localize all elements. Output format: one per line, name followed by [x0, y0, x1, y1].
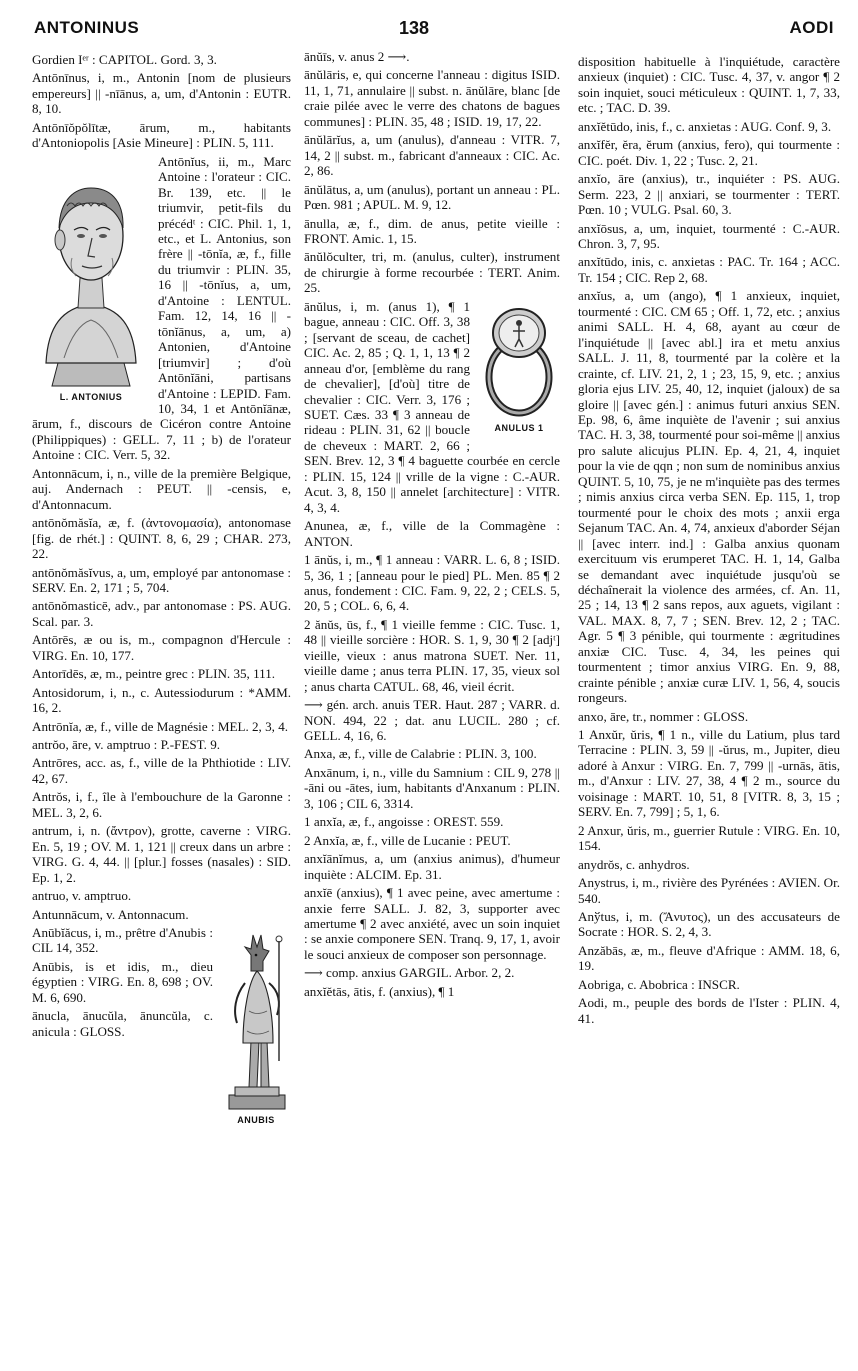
dictionary-entry: Antrōnĭa, æ, f., ville de Magnésie : MEL. 2, 3, 4. [32, 718, 289, 734]
dictionary-entry: anxĭĕtūdo, inis, f., c. anxietas : AUG. Conf. 9, 3. [578, 118, 832, 134]
dictionary-entry: antōnŏmasticē, adv., par antonomase : PS. AUG. Scal. par. 3. [32, 598, 291, 629]
dictionary-entry: Antrōres, acc. as, f., ville de la Phthiotide : LIV. 42, 67. [32, 755, 291, 786]
dictionary-entry: ānŭlātus, a, um (anulus), portant un anneau : PL. Pœn. 981 ; APUL. M. 9, 12. [304, 181, 560, 213]
dictionary-entry: 1 anxĭa, æ, f., angoisse : OREST. 559. [304, 814, 504, 830]
dictionary-entry: anydrŏs, c. anhydros. [578, 856, 690, 872]
dictionary-entry: Anўtus, i, m. (Ἄνυτος), un des accusateurs de Socrate : HOR. S. 2, 4, 3. [578, 909, 840, 940]
dictionary-entry: ānŭīs, v. anus 2 ⟶. [304, 49, 410, 64]
page-header [34, 18, 834, 42]
anubis-statue-figure [221, 911, 291, 1128]
dictionary-entry: 2 Anxur, ŭris, m., guerrier Rutule : VIRG. En. 10, 154. [578, 822, 840, 854]
dictionary-entry: ⟶ comp. anxius GARGIL. Arbor. 2, 2. [304, 965, 515, 981]
dictionary-entry: Antonnācum, i, n., ville de la première Belgique, auj. Andernach : PEUT. || -censis, e, d'Antonnacum. [32, 465, 291, 512]
dictionary-entry: anxĭĕtās, ātis, f. (anxius), ¶ 1 [304, 983, 455, 999]
dictionary-entry: Aodi, m., peuple des bords de l'Ister : PLIN. 4, 41. [578, 995, 840, 1026]
dictionary-entry: 1 ānŭs, i, m., ¶ 1 anneau : VARR. L. 6, 8 ; ISID. 5, 36, 1 ; [anneau pour le pied] PL. Men. 85 ¶ 2 anus, fondement : CIC. Fam. 9, 22, 2 ; CELS. 5, 20, 5 ; COL. 6, 6, 4. [304, 552, 560, 614]
dictionary-entry: anxĭo, āre (anxius), tr., inquiéter : PS. AUG. Serm. 223, 2 || anxiari, se tourmenter : TERT. Pœn. 10 ; VULG. Psal. 60, 3. [578, 171, 840, 218]
dictionary-entry: Anxa, æ, f., ville de Calabrie : PLIN. 3, 100. [304, 746, 537, 762]
dictionary-entry: anxĭfĕr, ĕra, ĕrum (anxius, fero), qui tourmente : CIC. poét. Div. 1, 22 ; Tusc. 2, 21. [578, 137, 840, 168]
dictionary-entry: Antorīdēs, æ, m., peintre grec : PLIN. 35, 111. [32, 666, 276, 682]
dictionary-entry: Anzăbās, æ, m., fleuve d'Afrique : AMM. 18, 6, 19. [578, 942, 840, 974]
dictionary-entry: antrum, i, n. (ἄντρον), grotte, caverne : VIRG. En. 5, 19 ; OV. M. 1, 121 || creux dans un arbre : VIRG. G. 4, 44. || [plur.] fosses (nasales) : SID. Ep. 1, 2. [32, 823, 291, 885]
anulus-ring-figure [478, 303, 560, 436]
dictionary-entry: ānŭlāris, e, qui concerne l'anneau : digitus ISID. 11, 1, 71, annulaire || subst. n. ānŭlāre, blanc [de craie pilée avec le verre des chatons de bagues communes] : PLIN. 35, 48 ; ISID. 19, 17, 22. [304, 67, 560, 129]
dictionary-entry: Anystrus, i, m., rivière des Pyrénées : AVIEN. Or. 540. [578, 875, 840, 906]
dictionary-entry: Anūbis, is et idis, m., dieu égyptien : VIRG. En. 8, 698 ; OV. M. 6, 690. [32, 958, 213, 1005]
anulus-ring-image [478, 303, 560, 419]
dictionary-entry: anxĭānĭmus, a, um (anxius animus), d'humeur inquiète : ALCIM. Ep. 31. [304, 851, 560, 882]
column-2 [304, 49, 560, 1002]
dictionary-entry: anxĭus, a, um (ango), ¶ 1 anxieux, inquiet, tourmenté : CIC. CM 65 ; Off. 1, 72, etc. ; anxius animi SALL. H. 4, 68, ayant au cœur de l'inquiétude || [avec abl.] ira et metu anxius SALL. J. 11, 8, tourmenté par la colère et la crainte, cf. LIV. 21, 2, 1 ; 23, 15, 9, etc. ; anxius gloria ejus LIV. 25, 40, 12, inquiet (jaloux) de sa gloire || [avec gén.] : animus futuri anxius SEN. Ep. 98, 6, âme inquiète de l'avenir ; sui anxius TAC. H. 3, 38, tourmenté pour soi-même || anxius pro salute alicujus PLIN. Ep. 4, 21, 4, inquiet pour la vie de qqn ; non sum de nominibus anxius QUINT. 5, 10, 75, je ne m'inquiète pas des termes ; nimis anxius circa verba SEN. Ep. 115, 1, trop tourmenté pour le choix des mots ; anxii erga Sejanum TAC. An. 4, 74, anxieux d'aborder Séjan || [avec interr. ind.] : Galba anxius quonam exercituum vis erumperet TAC. H. 1, 14, Galba se demandant avec inquiétude jusqu'où se déchaînerait la violence des armées, cf. An. 11, 25 ; 14, 13 ¶ 2 sans repos, aux aguets, vigilant : VAL. MAX. 8, 7, 7 ; SEN. Brev. 12, 2 ; TAC. Agr. 5 ¶ 3 pénible, qui tourmente : ægritudines anxiæ CIC. Tusc. 4, 34, les peines qui tourmentent ; timor anxius VIRG. En. 9, 88, crainte pénible ; anxiæ curæ LIV. 1, 56, 4, soucis rongeurs. [578, 288, 840, 706]
dictionary-entry: anxĭōsus, a, um, inquiet, tourmenté : C.-AUR. Chron. 3, 7, 95. [578, 220, 840, 251]
dictionary-entry: 2 Anxĭa, æ, f., ville de Lucanie : PEUT. [304, 832, 511, 848]
running-head-left: ANTONINUS [34, 18, 140, 37]
column-1 [32, 52, 291, 1130]
dictionary-entry: Antosidorum, i, n., c. Autessiodurum : *AMM. 16, 2. [32, 684, 291, 716]
dictionary-entry: anxĭtūdo, inis, c. anxietas : PAC. Tr. 164 ; ACC. Tr. 154 ; CIC. Rep 2, 68. [578, 254, 840, 285]
dictionary-entry: Anxānum, i, n., ville du Samnium : CIL 9, 278 || -āni ou -ātes, ium, habitants d'Anxanum : PLIN. 3, 106 ; CIL 6, 3314. [304, 764, 560, 811]
dictionary-entry: ⟶ gén. arch. anuis TER. Haut. 287 ; VARR. d. NON. 494, 22 ; dat. anu LUCIL. 280 ; cf. GELL. 4, 16, 6. [304, 697, 560, 744]
dictionary-entry: Anunea, æ, f., ville de la Commagène : ANTON. [304, 518, 560, 549]
dictionary-entry: Antōnīŏpŏlītæ, ārum, m., habitants d'Antoniopolis [Asie Mineure] : PLIN. 5, 111. [32, 119, 291, 151]
running-head-right: AODI [789, 18, 834, 37]
dictionary-entry: Gordien Iᵉʳ : CAPITOL. Gord. 3, 3. [32, 52, 217, 67]
dictionary-entry: antrŏo, āre, v. amptruo : P.-FEST. 9. [32, 737, 221, 753]
antonius-bust-figure [32, 158, 150, 405]
dictionary-entry: ānucla, ānucŭla, ānuncŭla, c. anicula : GLOSS. [32, 1008, 213, 1039]
dictionary-entry: Antrŏs, i, f., île à l'embouchure de la Garonne : MEL. 3, 2, 6. [32, 789, 291, 820]
dictionary-entry: Antōnīnus, i, m., Antonin [nom de plusieurs empereurs] || -nīānus, a, um, d'Antonin : EUTR. 8, 10. [32, 70, 291, 117]
dictionary-entry: antōnŏmăsĭvus, a, um, employé par antonomase : SERV. En. 2, 171 ; 5, 704. [32, 564, 291, 595]
dictionary-entry: anxo, āre, tr., nommer : GLOSS. [578, 708, 749, 724]
antonius-bust-image [32, 158, 150, 388]
dictionary-entry: ānŭlārĭus, a, um (anulus), d'anneau : VITR. 7, 14, 2 || subst. m., fabricant d'anneaux : CIC. Ac. 2, 86. [304, 132, 560, 179]
dictionary-entry: Anūbĭăcus, i, m., prêtre d'Anubis : CIL 14, 352. [32, 925, 213, 956]
dictionary-entry: Aobriga, c. Abobrica : INSCR. [578, 976, 740, 992]
column-3 [578, 54, 840, 1029]
dictionary-entry: antōnŏmăsĭa, æ, f. (ἀντονομασία), antonomase [fig. de rhét.] : QUINT. 8, 6, 29 ; CHAR. 273, 22. [32, 515, 291, 562]
figure-caption: L. ANTONIUS [59, 391, 123, 402]
dictionary-entry: ānulla, æ, f., dim. de anus, petite vieille : FRONT. Amic. 1, 15. [304, 215, 560, 246]
anubis-statue-image [221, 911, 291, 1111]
dictionary-entry: Antunnācum, v. Antonnacum. [32, 906, 189, 922]
figure-caption: ANULUS 1 [494, 422, 544, 433]
dictionary-entry: antruo, v. amptruo. [32, 888, 132, 904]
dictionary-entry: disposition habituelle à l'inquiétude, caractère anxieux (inquiet) : CIC. Tusc. 4, 37, v. angor ¶ 2 soin inquiet, souci méticuleux : QUINT. 1, 7, 33, etc. ; TAC. D. 39. [578, 54, 840, 116]
dictionary-entry: Antōnĭus, ii, m., Marc Antoine : l'orateur : CIC. Br. 139, etc. || le triumvir, petit-fils du précédᵗ : CIC. Phil. 1, 1, etc., et L. Antonius, son frère || -tōnĭa, æ, f., fille du triumvir : PLIN. 35, 16 || -tōnĭus, a, um, d'Antoine : LENTUL. Fam. 12, 14, 16 || -tōnĭānus, a, um, a) Antonien, d'Antoine [triumvir] ; d'où Antōnĭāni, partisans d'Antoine : LEPID. Fam. 10, 34, 1 et Antōnĭānæ, ārum, f., discours de Cicéron contre Antoine (Philippiques) : GELL. 7, 11 ; b) de l'orateur Antoine : CIC. Verr. 5, 32. [32, 153, 291, 463]
dictionary-entry: ānŭlŏculter, tri, m. (anulus, culter), instrument de chirurgie à forme recourbée : TERT. Anim. 25. [304, 249, 560, 296]
dictionary-entry: ānŭlus, i, m. (anus 1), ¶ 1 bague, anneau : CIC. Off. 3, 38 ; [servant de sceau, de cachet] CIC. Ac. 2, 85 ; Q. 1, 1, 13 ¶ 2 anneau d'or, [emblème du rang de chevalier], [d'où] titre de chevalier : CIC. Verr. 3, 176 ; SUET. Cæs. 33 ¶ 3 anneau de rideau : PLIN. 31, 62 || boucle de cheveux : MART. 2, 66 ; SEN. Brev. 12, 3 ¶ 4 baguette courbée en cercle : PLIN. 15, 124 || vrille de la vigne : C.-AUR. Acut. 3, 8, 150 || annelet [architecture] : VITR. 4, 3, 4. [304, 298, 560, 515]
dictionary-entry: Antōrēs, æ ou is, m., compagnon d'Hercule : VIRG. En. 10, 177. [32, 632, 291, 663]
dictionary-entry: 1 Anxŭr, ŭris, ¶ 1 n., ville du Latium, plus tard Terracine : PLIN. 3, 59 || -ŭrus, m., Jupiter, dieu adoré à Anxur : VIRG. En. 7, 799 || -urnās, ātis, m., d'Anxur : LIV. 27, 38, 4 ¶ 2 m., source du voisinage : MART. 10, 51, 8 [VITR. 8, 3, 15 ; SERV. En. 7, 799] ; 5, 1, 6. [578, 727, 840, 820]
page-number: 138 [399, 18, 430, 38]
figure-caption: ANUBIS [237, 1114, 275, 1125]
dictionary-entry: 2 ănŭs, ūs, f., ¶ 1 vieille femme : CIC. Tusc. 1, 48 || vieille sorcière : HOR. S. 1, 9, 30 ¶ 2 [adjᵗ] vieille, vieux : anus matrona SUET. Ner. 11, vieille dame ; anus terra PLIN. 17, 35, vieux sol ; anus charta CATUL. 68, 46, vieil écrit. [304, 616, 560, 694]
dictionary-entry: anxĭē (anxius), ¶ 1 avec peine, avec amertume : anxie ferre SALL. J. 82, 3, supporter avec amertume ¶ 2 avec anxiété, avec un soin inquiet : se anxie componere SEN. Tranq. 9, 17, 1, avoir le souci anxieux de composer son personnage. [304, 885, 560, 962]
